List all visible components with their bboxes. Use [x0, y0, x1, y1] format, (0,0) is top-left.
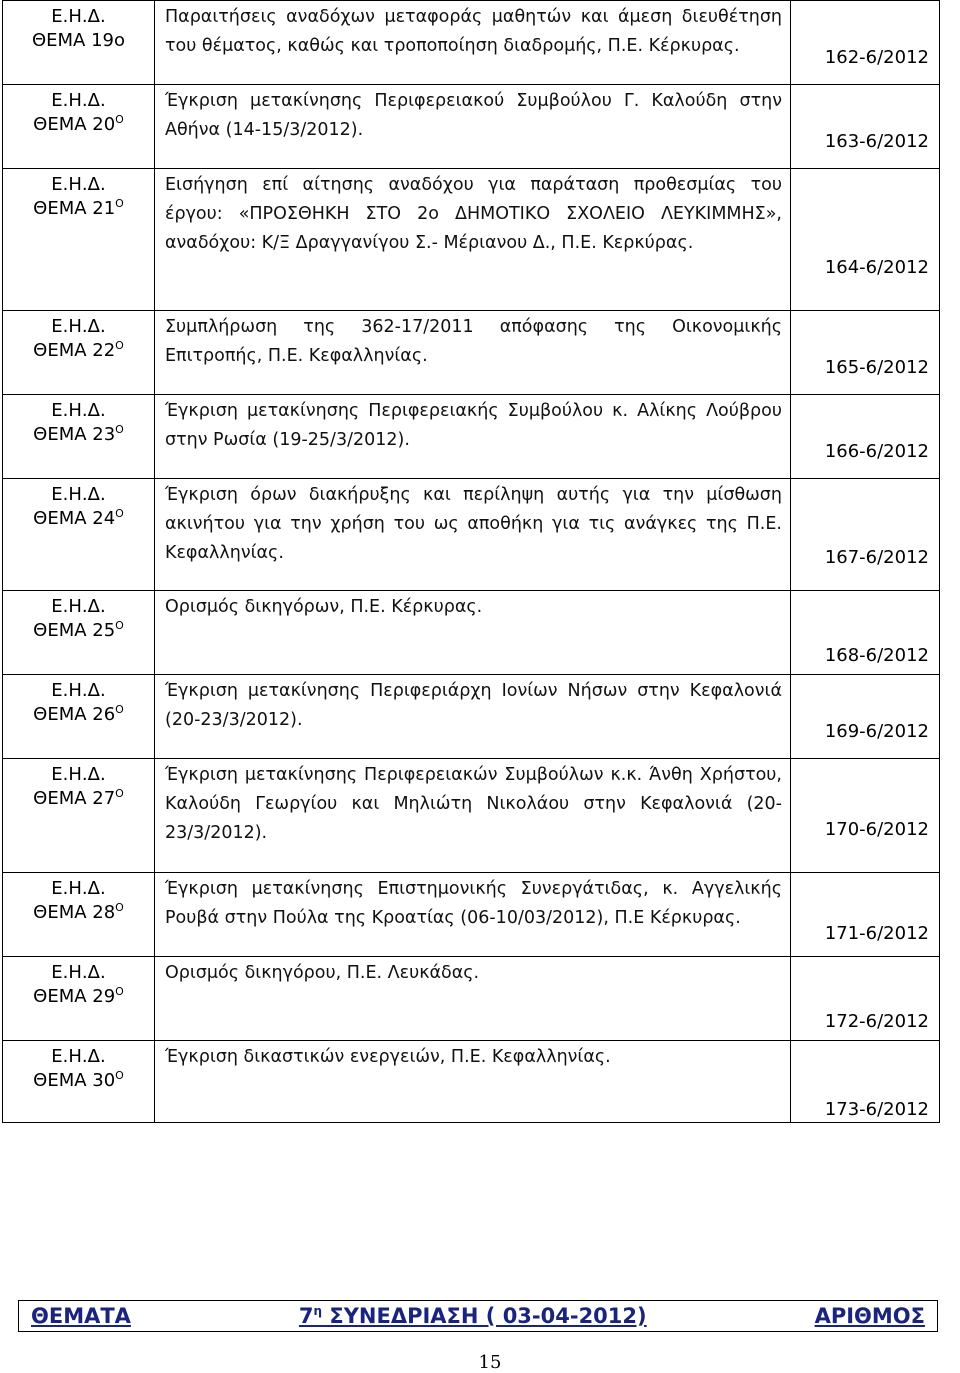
topic-code-prefix: Ε.Η.Δ. — [51, 962, 106, 983]
footer-number-label: ΑΡΙΘΜΟΣ — [814, 1304, 925, 1328]
topic-code-prefix: Ε.Η.Δ. — [51, 1046, 106, 1067]
topic-code — [3, 591, 155, 675]
agenda-table — [2, 0, 940, 1123]
decision-number: 167-6/2012 — [824, 547, 929, 568]
decision-number-cell — [791, 311, 940, 395]
topic-code-theme: ΘΕΜΑ $21^O$ — [33, 197, 124, 219]
decision-number: 173-6/2012 — [824, 1099, 929, 1120]
decision-number: 168-6/2012 — [824, 645, 929, 666]
topic-code-theme: ΘΕΜΑ $29^O$ — [33, 985, 124, 1007]
topic-code-prefix: Ε.Η.Δ. — [51, 174, 106, 195]
topic-code — [3, 957, 155, 1041]
table-row — [3, 169, 940, 311]
decision-number: 162-6/2012 — [824, 47, 929, 68]
topic-code-prefix: Ε.Η.Δ. — [51, 764, 106, 785]
decision-number-cell — [791, 85, 940, 169]
decision-number: 166-6/2012 — [824, 441, 929, 462]
topic-description: Έγκριση δικαστικών ενεργειών, Π.Ε. Κεφαλληνίας. — [155, 1041, 791, 1123]
topic-code-theme: ΘΕΜΑ $26^O$ — [33, 703, 124, 725]
footer-bar — [18, 1300, 938, 1332]
topic-code-theme: ΘΕΜΑ $22^O$ — [33, 339, 124, 361]
decision-number-cell — [791, 759, 940, 873]
decision-number: 163-6/2012 — [824, 131, 929, 152]
table-row — [3, 957, 940, 1041]
topic-code-theme: ΘΕΜΑ $25^O$ — [33, 619, 124, 641]
topic-code — [3, 85, 155, 169]
decision-number: 164-6/2012 — [824, 257, 929, 278]
table-row — [3, 591, 940, 675]
table-row — [3, 1, 940, 85]
topic-code-theme: ΘΕΜΑ $28^O$ — [33, 901, 124, 923]
topic-code — [3, 311, 155, 395]
topic-description: Έγκριση όρων διακήρυξης και περίληψη αυτής για την μίσθωση ακινήτου για την χρήση του ως αποθήκη για τις ανάγκες της Π.Ε. Κεφαλληνίας. — [155, 479, 791, 591]
decision-number-cell — [791, 169, 940, 311]
topic-description: Έγκριση μετακίνησης Επιστημονικής Συνεργάτιδας, κ. Αγγελικής Ρουβά στην Πούλα της Κροατίας (06-10/03/2012), Π.Ε Κέρκυρας. — [155, 873, 791, 957]
decision-number-cell — [791, 591, 940, 675]
decision-number-cell — [791, 873, 940, 957]
topic-code-theme: ΘΕΜΑ $20^O$ — [33, 113, 124, 135]
table-row — [3, 759, 940, 873]
topic-description: Συμπλήρωση της 362-17/2011 απόφασης της Οικονομικής Επιτροπής, Π.Ε. Κεφαλληνίας. — [155, 311, 791, 395]
topic-code-prefix: Ε.Η.Δ. — [51, 484, 106, 505]
decision-number: 171-6/2012 — [824, 923, 929, 944]
topic-description: Παραιτήσεις αναδόχων μεταφοράς μαθητών και άμεση διευθέτηση του θέματος, καθώς και τροποποίηση διαδρομής, Π.Ε. Κέρκυρας. — [155, 1, 791, 85]
topic-description: Ορισμός δικηγόρου, Π.Ε. Λευκάδας. — [155, 957, 791, 1041]
decision-number-cell — [791, 1, 940, 85]
decision-number: 170-6/2012 — [824, 819, 929, 840]
table-row — [3, 873, 940, 957]
topic-code-prefix: Ε.Η.Δ. — [51, 400, 106, 421]
table-row — [3, 85, 940, 169]
decision-number: 165-6/2012 — [824, 357, 929, 378]
topic-code — [3, 759, 155, 873]
decision-number-cell — [791, 1041, 940, 1123]
topic-code — [3, 479, 155, 591]
decision-number-cell — [791, 675, 940, 759]
topic-code-prefix: Ε.Η.Δ. — [51, 316, 106, 337]
page-number: 15 — [478, 1352, 502, 1373]
topic-code — [3, 1041, 155, 1123]
topic-code-prefix: Ε.Η.Δ. — [51, 6, 106, 27]
topic-code-prefix: Ε.Η.Δ. — [51, 878, 106, 899]
table-row — [3, 1041, 940, 1123]
topic-description: Έγκριση μετακίνησης Περιφεριάρχη Ιονίων Νήσων στην Κεφαλονιά (20-23/3/2012). — [155, 675, 791, 759]
topic-description: Εισήγηση επί αίτησης αναδόχου για παράταση προθεσμίας του έργου: «ΠΡΟΣΘΗΚΗ ΣΤΟ 2ο ΔΗΜΟΤΙΚΟ ΣΧΟΛΕΙΟ ΛΕΥΚΙΜΜΗΣ», αναδόχου: Κ/Ξ Δραγγανίγου Σ.- Μέριανου Δ., Π.Ε. Κερκύρας. — [155, 169, 791, 311]
decision-number-cell — [791, 395, 940, 479]
topic-code — [3, 675, 155, 759]
table-row — [3, 675, 940, 759]
topic-code-theme: ΘΕΜΑ $27^O$ — [33, 787, 124, 809]
topic-code-theme: ΘΕΜΑ $30^O$ — [33, 1069, 124, 1091]
topic-code — [3, 873, 155, 957]
decision-number-cell — [791, 957, 940, 1041]
topic-description: Έγκριση μετακίνησης Περιφερειακών Συμβούλων κ.κ. Άνθη Χρήστου, Καλούδη Γεωργίου και Μηλιώτη Νικολάου στην Κεφαλονιά (20-23/3/2012). — [155, 759, 791, 873]
topic-code-theme: ΘΕΜΑ $23^O$ — [33, 423, 124, 445]
table-row — [3, 479, 940, 591]
topic-description: Έγκριση μετακίνησης Περιφερειακής Συμβούλου κ. Αλίκης Λούβρου στην Ρωσία (19-25/3/2012). — [155, 395, 791, 479]
decision-number: 169-6/2012 — [824, 721, 929, 742]
topic-code-prefix: Ε.Η.Δ. — [51, 596, 106, 617]
table-row — [3, 395, 940, 479]
topic-code-prefix: Ε.Η.Δ. — [51, 90, 106, 111]
topic-code — [3, 169, 155, 311]
topic-code-theme: ΘΕΜΑ $24^O$ — [33, 507, 124, 529]
decision-number: 172-6/2012 — [824, 1011, 929, 1032]
topic-code — [3, 1, 155, 85]
footer-session-label: $7^\eta$ ΣΥΝΕΔΡΙΑΣΗ ( 03-04-2012) — [298, 1304, 647, 1328]
topic-code-prefix: Ε.Η.Δ. — [51, 680, 106, 701]
topic-description: Έγκριση μετακίνησης Περιφερειακού Συμβούλου Γ. Καλούδη στην Αθήνα (14-15/3/2012). — [155, 85, 791, 169]
topic-code — [3, 395, 155, 479]
topic-code-theme: ΘΕΜΑ 19ο — [31, 30, 126, 51]
footer-topics-label: ΘΕΜΑΤΑ — [31, 1304, 131, 1328]
table-row — [3, 311, 940, 395]
decision-number-cell — [791, 479, 940, 591]
topic-description: Ορισμός δικηγόρων, Π.Ε. Κέρκυρας. — [155, 591, 791, 675]
